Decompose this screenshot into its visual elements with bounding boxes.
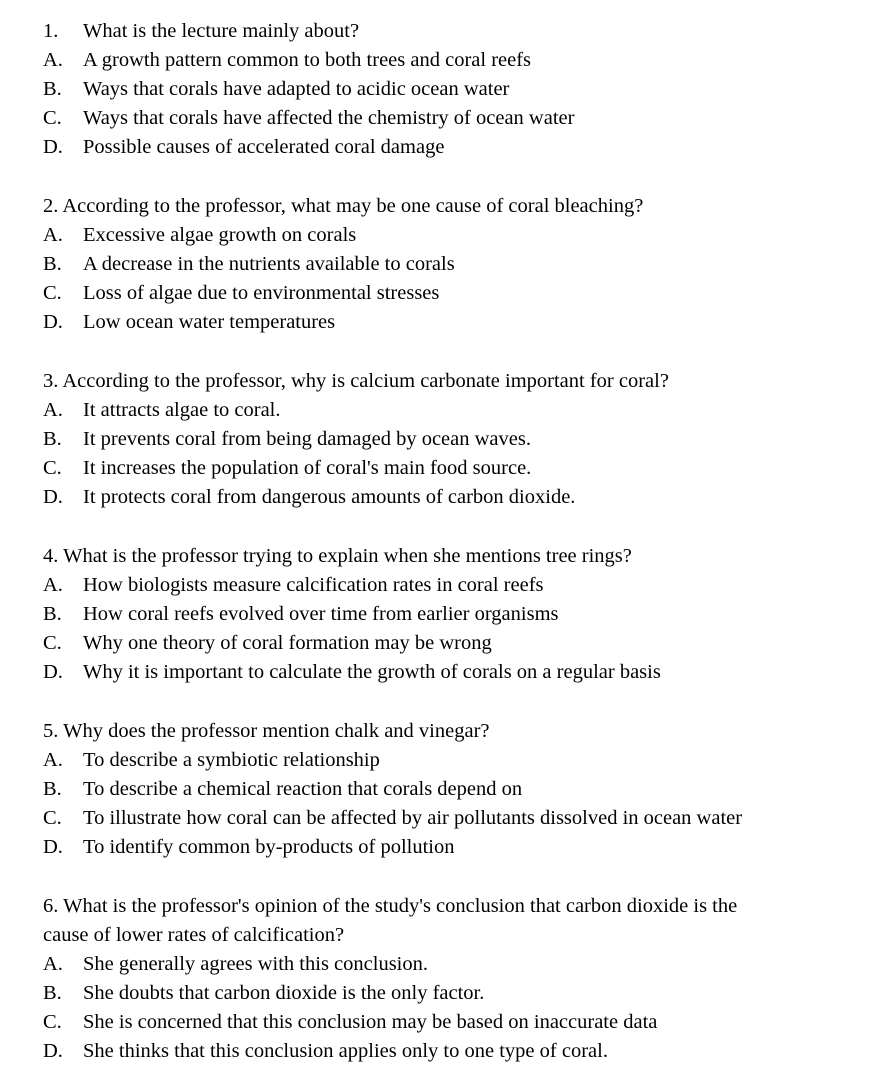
option-text: Excessive algae growth on corals: [83, 224, 357, 246]
option-letter: B.: [43, 428, 62, 450]
option-letter: C.: [43, 1011, 62, 1033]
option-text: It prevents coral from being damaged by ocean waves.: [83, 428, 531, 450]
option-letter: B.: [43, 778, 62, 800]
question-3-stem: 3. According to the professor, why is calcium carbonate important for coral?: [43, 370, 669, 392]
option-text: She doubts that carbon dioxide is the only factor.: [83, 982, 485, 1004]
option-text: Why it is important to calculate the growth of corals on a regular basis: [83, 661, 661, 683]
option-text: A growth pattern common to both trees and coral reefs: [83, 49, 532, 71]
option-text: Low ocean water temperatures: [83, 311, 336, 333]
option-text: Why one theory of coral formation may be wrong: [83, 632, 492, 654]
option-text: To identify common by-products of pollution: [83, 836, 455, 858]
option-letter: D.: [43, 661, 63, 683]
option-text: Ways that corals have affected the chemistry of ocean water: [83, 107, 575, 129]
option-letter: A.: [43, 49, 63, 71]
option-text: How biologists measure calcification rates in coral reefs: [83, 574, 544, 596]
option-text: It protects coral from dangerous amounts of carbon dioxide.: [83, 486, 576, 508]
option-text: Ways that corals have adapted to acidic ocean water: [83, 78, 510, 100]
option-letter: C.: [43, 457, 62, 479]
option-letter: A.: [43, 399, 63, 421]
question-1-text: What is the lecture mainly about?: [83, 20, 360, 42]
option-text: Possible causes of accelerated coral damage: [83, 136, 445, 158]
option-letter: C.: [43, 807, 62, 829]
option-letter: A.: [43, 224, 63, 246]
question-6-stem-line-2: cause of lower rates of calcification?: [43, 924, 345, 946]
option-text: Loss of algae due to environmental stresses: [83, 282, 440, 304]
question-4-stem: 4. What is the professor trying to explain when she mentions tree rings?: [43, 545, 632, 567]
option-letter: C.: [43, 107, 62, 129]
option-letter: B.: [43, 253, 62, 275]
option-text: A decrease in the nutrients available to corals: [83, 253, 455, 275]
option-letter: D.: [43, 836, 63, 858]
option-text: To describe a chemical reaction that corals depend on: [83, 778, 523, 800]
option-text: How coral reefs evolved over time from earlier organisms: [83, 603, 559, 625]
question-1-number: 1.: [43, 20, 59, 42]
option-text: She is concerned that this conclusion may be based on inaccurate data: [83, 1011, 658, 1033]
option-letter: D.: [43, 486, 63, 508]
option-letter: D.: [43, 311, 63, 333]
option-letter: C.: [43, 282, 62, 304]
option-text: She thinks that this conclusion applies only to one type of coral.: [83, 1040, 608, 1062]
question-5-stem: 5. Why does the professor mention chalk and vinegar?: [43, 720, 490, 742]
question-6-stem-line-1: 6. What is the professor's opinion of the study's conclusion that carbon dioxide is the: [43, 895, 738, 917]
option-letter: C.: [43, 632, 62, 654]
option-text: She generally agrees with this conclusion.: [83, 953, 428, 975]
option-text: To illustrate how coral can be affected by air pollutants dissolved in ocean water: [83, 807, 743, 829]
option-letter: B.: [43, 78, 62, 100]
option-letter: B.: [43, 603, 62, 625]
option-letter: A.: [43, 574, 63, 596]
question-2-stem: 2. According to the professor, what may be one cause of coral bleaching?: [43, 195, 644, 217]
option-letter: D.: [43, 136, 63, 158]
option-letter: D.: [43, 1040, 63, 1062]
option-text: To describe a symbiotic relationship: [83, 749, 380, 771]
option-letter: A.: [43, 749, 63, 771]
option-letter: B.: [43, 982, 62, 1004]
option-text: It increases the population of coral's main food source.: [83, 457, 532, 479]
option-letter: A.: [43, 953, 63, 975]
option-text: It attracts algae to coral.: [83, 399, 281, 421]
